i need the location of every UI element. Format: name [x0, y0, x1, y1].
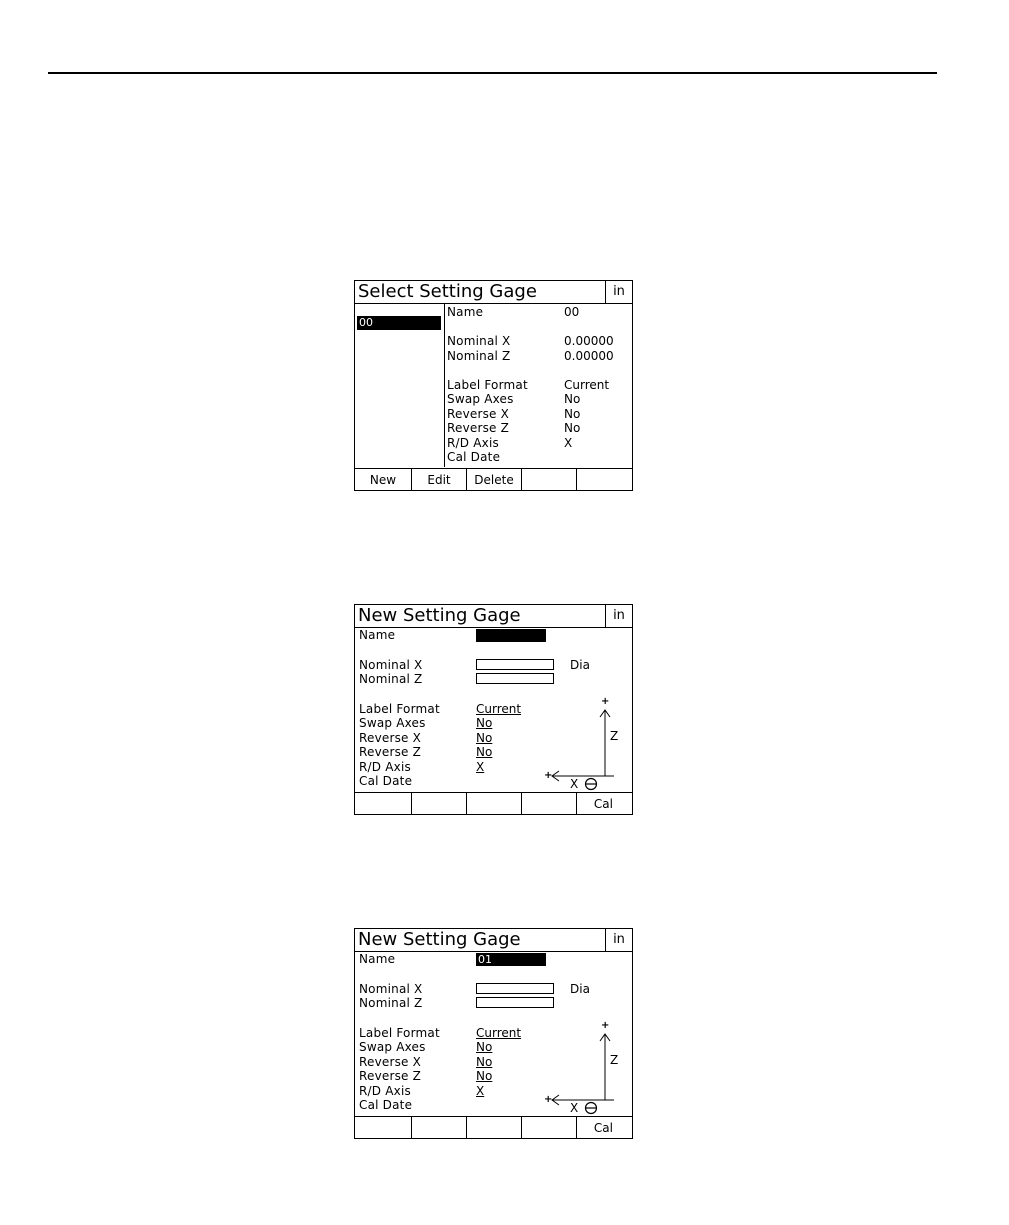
name-label: Name [447, 305, 484, 319]
label-format-value[interactable]: Current [476, 702, 522, 716]
reverse-x-label: Reverse X [359, 731, 422, 745]
new-setting-gage-screen [354, 604, 633, 815]
name-field[interactable]: 01 [476, 953, 546, 966]
title-bar [355, 281, 632, 304]
swap-axes-value[interactable]: No [476, 1040, 493, 1054]
softkey-4[interactable] [522, 793, 577, 815]
axis-diagram [541, 697, 621, 791]
nominal-x-label: Nominal X [359, 982, 423, 996]
label-format-label: Label Format [447, 378, 528, 392]
nominal-z-value: 0.00000 [564, 349, 614, 363]
z-plus-label: + [601, 1020, 610, 1031]
gage-list[interactable] [355, 304, 445, 467]
x-plus-label: + [544, 1094, 553, 1105]
unit-indicator[interactable]: in [605, 605, 632, 627]
name-label: Name [359, 952, 396, 966]
axis-diagram-icon [541, 1021, 621, 1115]
reverse-x-label: Reverse X [359, 1055, 422, 1069]
header-rule [48, 72, 937, 74]
reverse-z-label: Reverse Z [447, 421, 510, 435]
cal-date-label: Cal Date [447, 450, 501, 464]
axis-diagram [541, 1021, 621, 1115]
reverse-x-value[interactable]: No [476, 1055, 493, 1069]
softkey-1[interactable] [355, 1117, 412, 1139]
reverse-z-label: Reverse Z [359, 745, 422, 759]
swap-axes-value[interactable]: No [476, 716, 493, 730]
softkey-bar [355, 468, 632, 491]
nominal-x-label: Nominal X [447, 334, 511, 348]
label-format-label: Label Format [359, 702, 440, 716]
label-format-value: Current [564, 378, 610, 392]
name-label: Name [359, 628, 396, 642]
reverse-x-label: Reverse X [447, 407, 510, 421]
axis-diagram-icon [541, 697, 621, 791]
z-plus-label: + [601, 696, 610, 707]
nominal-z-label: Nominal Z [359, 996, 423, 1010]
nominal-x-value: 0.00000 [564, 334, 614, 348]
softkey-5[interactable] [577, 469, 632, 491]
softkey-3[interactable] [467, 793, 522, 815]
softkey-2[interactable] [412, 793, 467, 815]
name-value: 00 [564, 305, 580, 319]
screen-title: New Setting Gage [358, 929, 521, 950]
swap-axes-label: Swap Axes [447, 392, 514, 406]
rd-axis-label: R/D Axis [359, 760, 411, 774]
reverse-z-value[interactable]: No [476, 1069, 493, 1083]
rd-axis-value[interactable]: X [476, 760, 485, 774]
softkey-bar [355, 792, 632, 815]
reverse-x-value[interactable]: No [476, 731, 493, 745]
softkey-4[interactable] [522, 1117, 577, 1139]
x-plus-label: + [544, 770, 553, 781]
reverse-x-value: No [564, 407, 581, 421]
dia-label: Dia [570, 982, 590, 996]
x-axis-label: X [570, 1101, 579, 1115]
title-bar [355, 605, 632, 628]
swap-axes-label: Swap Axes [359, 1040, 426, 1054]
list-item-selected[interactable]: 00 [357, 316, 441, 330]
dia-label: Dia [570, 658, 590, 672]
swap-axes-label: Swap Axes [359, 716, 426, 730]
softkey-delete[interactable]: Delete [467, 469, 522, 491]
z-axis-label: Z [610, 1053, 619, 1067]
screen-title: New Setting Gage [358, 605, 521, 626]
nominal-x-label: Nominal X [359, 658, 423, 672]
x-axis-label: X [570, 777, 579, 791]
nominal-z-label: Nominal Z [447, 349, 511, 363]
softkey-new[interactable]: New [355, 469, 412, 491]
rd-axis-label: R/D Axis [359, 1084, 411, 1098]
rd-axis-value: X [564, 436, 573, 450]
softkey-bar [355, 1116, 632, 1139]
rd-axis-label: R/D Axis [447, 436, 499, 450]
z-axis-label: Z [610, 729, 619, 743]
nominal-x-field[interactable] [476, 659, 554, 670]
title-bar [355, 929, 632, 952]
softkey-cal[interactable]: Cal [593, 797, 613, 811]
name-field[interactable] [476, 629, 546, 642]
cal-date-label: Cal Date [359, 774, 413, 788]
reverse-z-value: No [564, 421, 581, 435]
nominal-x-field[interactable] [476, 983, 554, 994]
new-setting-gage-screen-named [354, 928, 633, 1139]
label-format-label: Label Format [359, 1026, 440, 1040]
nominal-z-label: Nominal Z [359, 672, 423, 686]
softkey-edit[interactable]: Edit [412, 469, 467, 491]
unit-indicator[interactable]: in [605, 281, 632, 303]
softkey-cal[interactable]: Cal [593, 1121, 613, 1135]
softkey-3[interactable] [467, 1117, 522, 1139]
softkey-4[interactable] [522, 469, 577, 491]
rd-axis-value[interactable]: X [476, 1084, 485, 1098]
swap-axes-value: No [564, 392, 581, 406]
screen-title: Select Setting Gage [358, 281, 537, 302]
softkey-1[interactable] [355, 793, 412, 815]
softkey-2[interactable] [412, 1117, 467, 1139]
reverse-z-value[interactable]: No [476, 745, 493, 759]
label-format-value[interactable]: Current [476, 1026, 522, 1040]
nominal-z-field[interactable] [476, 997, 554, 1008]
select-setting-gage-screen [354, 280, 633, 491]
cal-date-label: Cal Date [359, 1098, 413, 1112]
reverse-z-label: Reverse Z [359, 1069, 422, 1083]
nominal-z-field[interactable] [476, 673, 554, 684]
unit-indicator[interactable]: in [605, 929, 632, 951]
